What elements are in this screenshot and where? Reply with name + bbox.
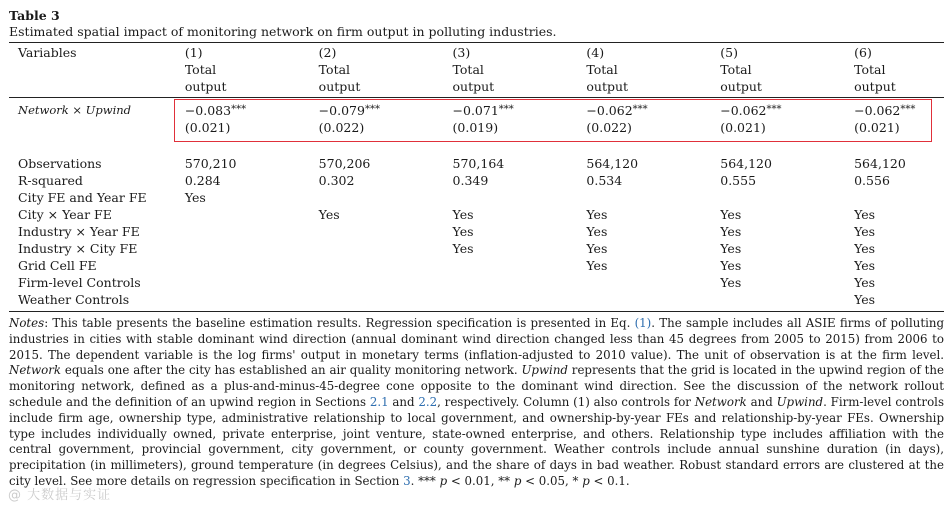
highlight-box (174, 99, 932, 142)
coef-cell: −0.083*** (184, 103, 247, 118)
col-header: (4) Total output (586, 45, 629, 94)
col-header: (6) Total output (854, 45, 896, 94)
col-header: (3) Total output (452, 45, 495, 94)
table-row: City × Year FE Yes Yes Yes Yes Yes (18, 207, 876, 222)
table-row: City FE and Year FE Yes (18, 190, 206, 205)
watermark: @ 大数据与实证 (8, 488, 112, 503)
results-table (9, 43, 944, 312)
table-row: Industry × City FE Yes Yes Yes Yes (18, 241, 876, 256)
table-row: Firm-level Controls Yes Yes (18, 275, 876, 290)
table-row: Observations 570,210 570,206 570,164 564,120 564,120 564,120 (18, 156, 906, 171)
se-cell: (0.019) (452, 120, 499, 135)
coef-cell: −0.062*** (854, 103, 916, 118)
se-cell: (0.021) (720, 120, 766, 135)
table-row: Grid Cell FE Yes Yes Yes (18, 258, 876, 273)
table-row: Weather Controls Yes (18, 292, 876, 307)
col-header: (1) Total output (184, 45, 227, 94)
se-cell: (0.022) (318, 120, 365, 135)
main-var-label: Network × Upwind (18, 103, 132, 117)
section-link[interactable]: 3 (403, 473, 411, 488)
table-notes: Notes: This table presents the baseline estimation results. Regression specification is presented in Eq. (1). The sample includes all ASIE firms of polluting industries in cities with stable dominant wind direction (annual dominant wind direction changed less than 45 degrees from 2005 to 2015) from 2006 to 2015. The dependent variable is the log firms' output in monetary terms (inflation-adjusted to 2010 value). The unit of observation is at the firm level. Network equals one after the city has established an air quality monitoring network. Upwind represents that the grid is located in the upwind region of the monitoring network, defined as a plus-and-minus-45-degree cone opposite to the dominant wind direction. See the discussion of the network rollout schedule and the definition of an upwind region in Sections 2.1 and 2.2, respectively. Column (1) also controls for Network and Upwind. Firm-level controls include firm age, ownership type, administrative relationship to local government, and ownership-by-year FEs and relationship-by-year FEs. Ownership type includes individually owned, private enterprise, joint venture, state-owned enterprise, and others. Relationship type includes affiliation with the central government, provincial government, city government, or county government. Weather controls include annual sunshine duration (in days), precipitation (in millimeters), ground temperature (in degrees Celsius), and the share of days in bad weather. Robust standard errors are clustered at the city level. See more details on regression specification in Section 3. *** p < 0.01, ** p < 0.05, * p < 0.1. (9, 316, 944, 488)
coef-cell: −0.062*** (720, 103, 782, 118)
coef-cell: −0.079*** (318, 103, 380, 118)
table-row: R-squared 0.284 0.302 0.349 0.534 0.555 0.556 (18, 173, 890, 188)
header-variables: Variables (18, 45, 77, 60)
main-var-block (9, 98, 944, 149)
section-link[interactable]: 2.2 (418, 394, 438, 409)
equation-link[interactable]: (1) (634, 316, 652, 330)
header-row (9, 43, 944, 95)
table-figure (9, 9, 944, 490)
se-cell: (0.022) (586, 120, 632, 135)
coef-cell: −0.062*** (586, 103, 648, 118)
se-cell: (0.021) (184, 120, 231, 135)
table-row: Industry × Year FE Yes Yes Yes Yes (18, 224, 876, 239)
section-link[interactable]: 2.1 (369, 394, 389, 409)
table-label: Table 3 (9, 8, 60, 23)
table-caption: Estimated spatial impact of monitoring network on firm output in polluting industries. (9, 24, 557, 39)
col-header: (5) Total output (720, 45, 762, 94)
coef-cell: −0.071*** (452, 103, 514, 118)
se-cell: (0.021) (854, 120, 900, 135)
col-header: (2) Total output (318, 45, 361, 94)
stats-block (9, 149, 944, 308)
bottom-rule (9, 311, 944, 312)
